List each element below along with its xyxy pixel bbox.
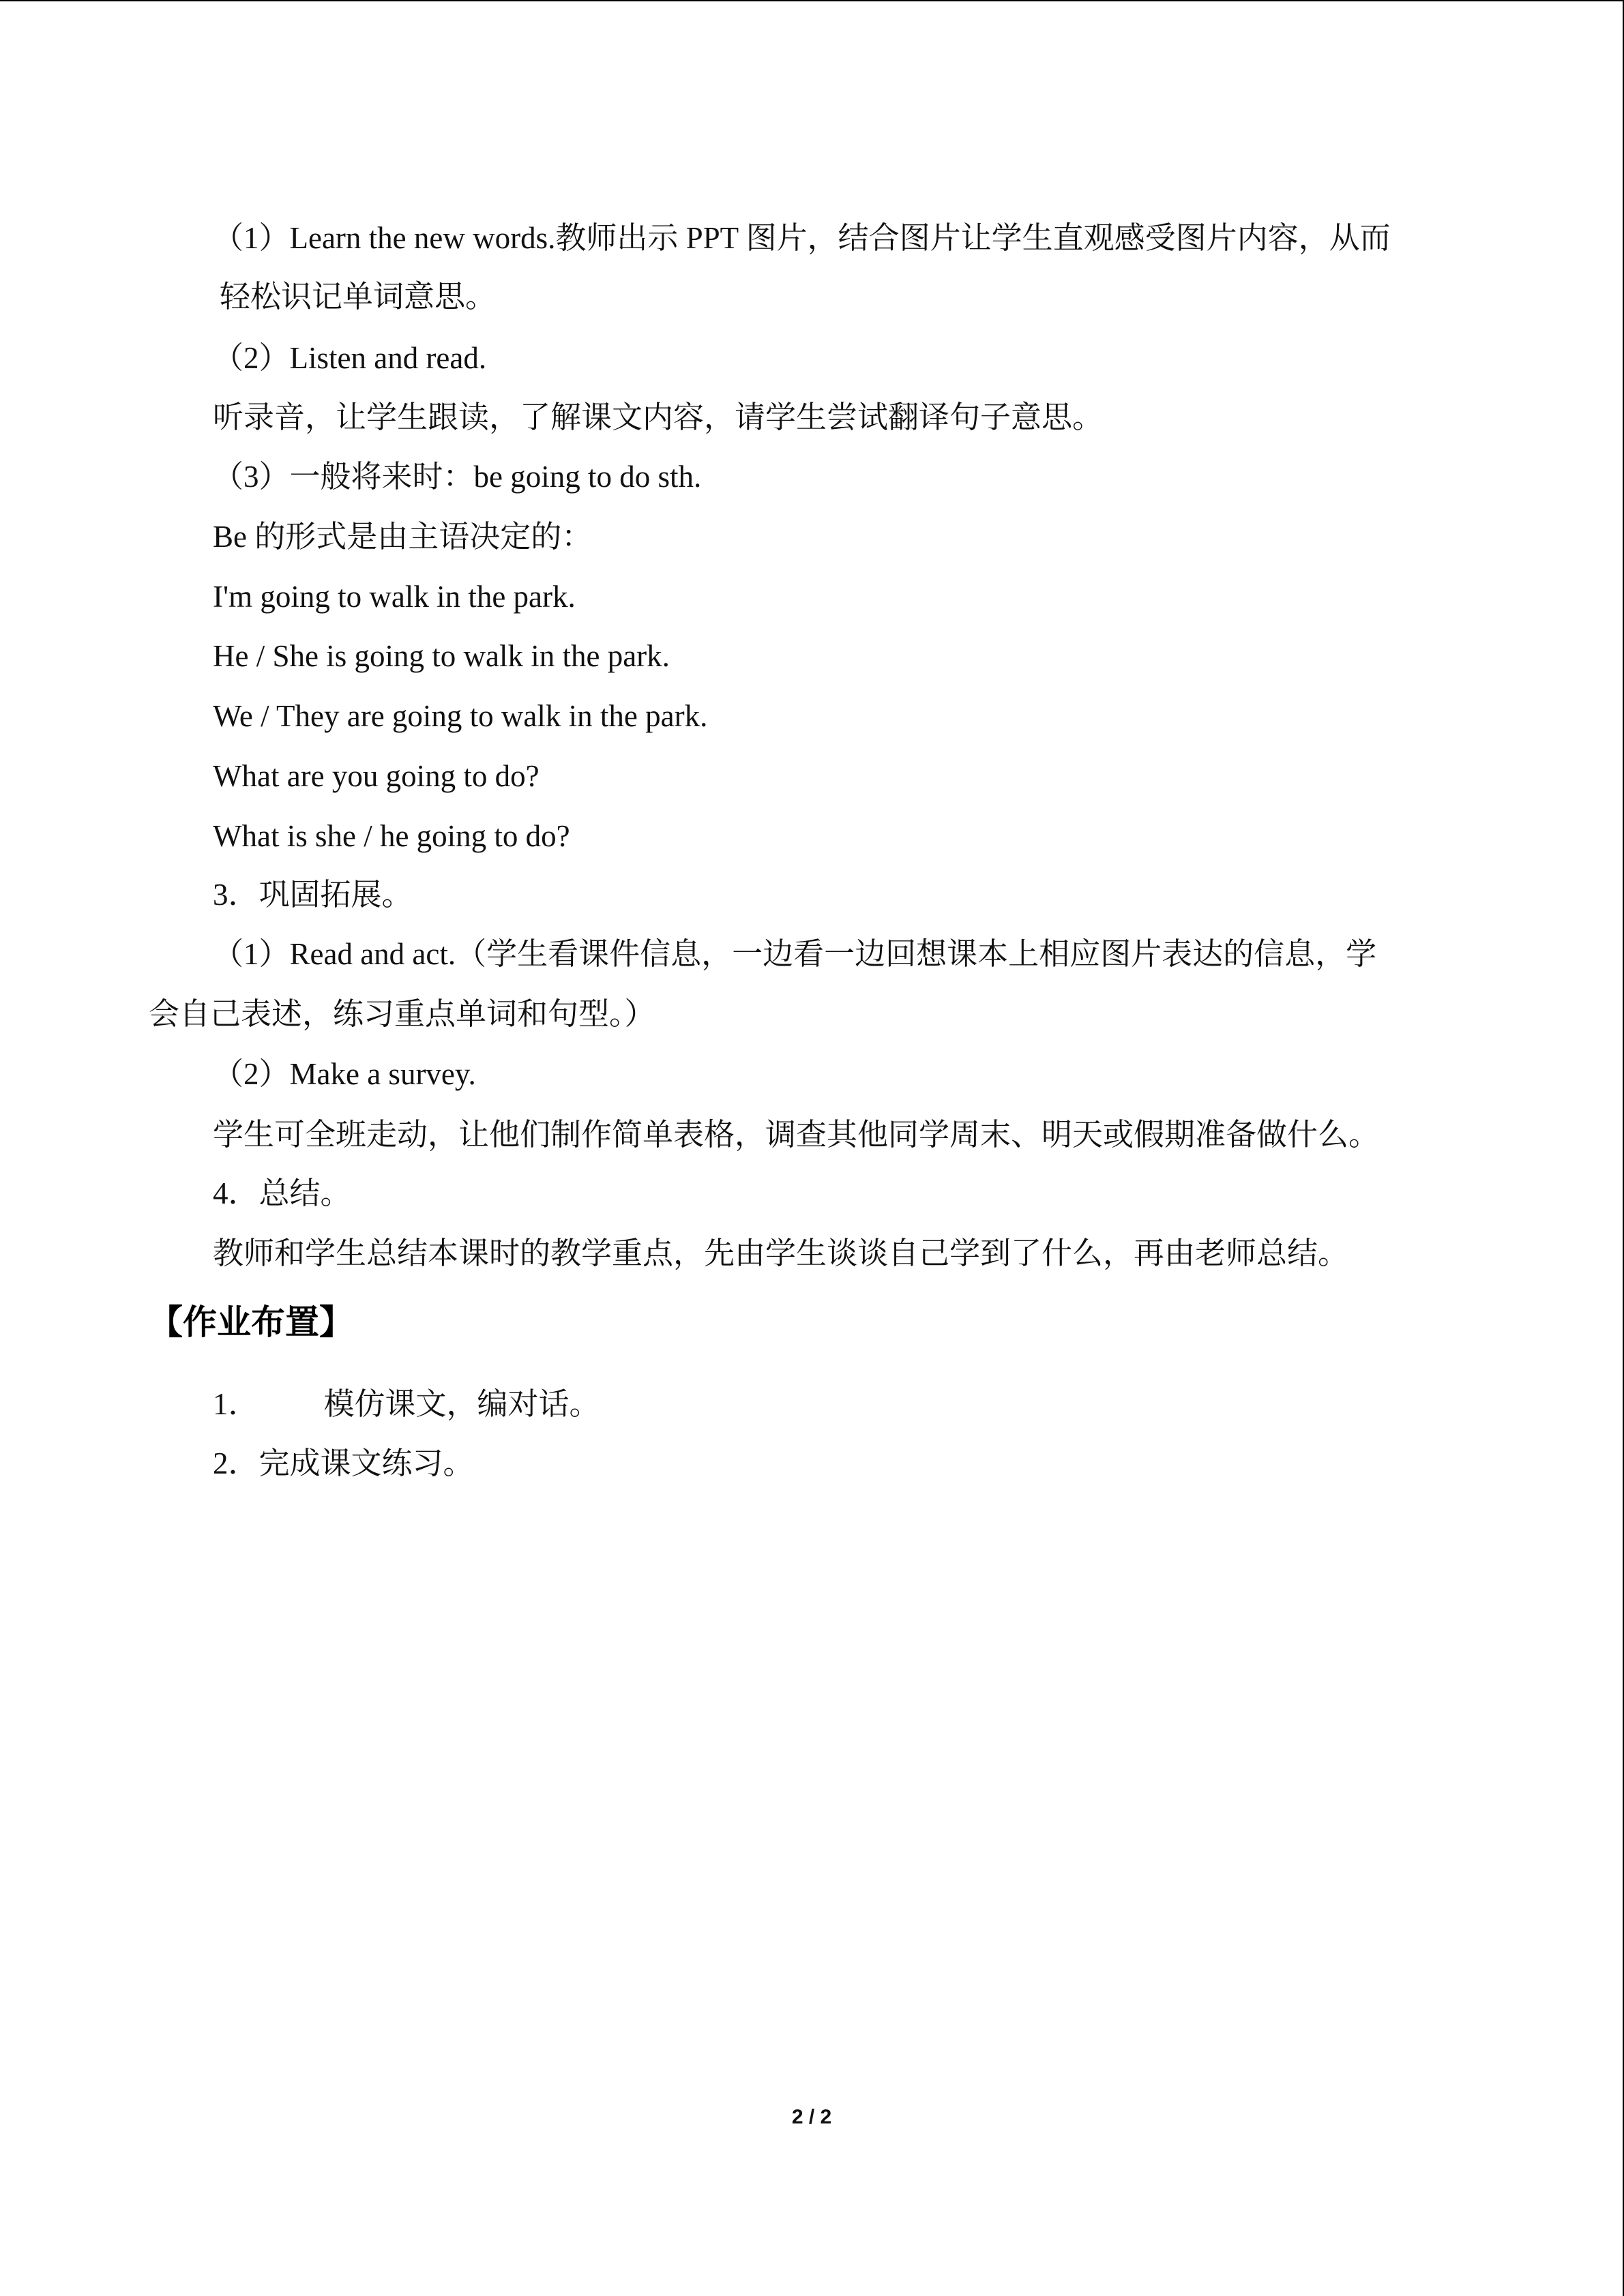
paragraph-line: 听录音，让学生跟读，了解课文内容，请学生尝试翻译句子意思。 <box>213 400 1104 434</box>
paragraph-line: 学生可全班走动，让他们制作简单表格，调查其他同学周末、明天或假期准备做什么。 <box>213 1118 1380 1152</box>
paragraph-line: What are you going to do? <box>213 759 540 793</box>
homework-item-number: 2． <box>213 1446 259 1480</box>
homework-item-number: 1． <box>213 1387 259 1421</box>
homework-heading: 【作业布置】 <box>149 1302 353 1342</box>
paragraph-line: 轻松识记单词意思。 <box>220 280 497 314</box>
paragraph-line: （2）Make a survey. <box>213 1057 476 1091</box>
page-number: 2 / 2 <box>791 2106 832 2128</box>
paragraph-line: I'm going to walk in the park. <box>213 580 576 614</box>
paragraph-line: （3）一般将来时：be going to do sth. <box>213 460 702 494</box>
homework-item <box>213 1443 474 1484</box>
paragraph-line: He / She is going to walk in the park. <box>213 639 670 673</box>
paragraph-line: We / They are going to walk in the park. <box>213 699 708 733</box>
paragraph-line: （1）Read and act.（学生看课件信息，一边看一边回想课本上相应图片表达的信息，学 <box>213 937 1377 971</box>
paragraph-line: 会自己表述，练习重点单词和句型。） <box>149 997 655 1031</box>
paragraph-line: （1）Learn the new words.教师出示 PPT 图片，结合图片让学生直观感受图片内容，从而 <box>213 221 1391 255</box>
homework-item-text: 完成课文练习。 <box>259 1446 474 1480</box>
paragraph-line: （2）Listen and read. <box>213 341 487 375</box>
paragraph-line: 教师和学生总结本课时的教学重点，先由学生谈谈自己学到了什么，再由老师总结。 <box>213 1236 1349 1270</box>
paragraph-line: What is she / he going to do? <box>213 819 570 853</box>
paragraph-line: Be 的形式是由主语决定的： <box>213 520 593 554</box>
homework-item-text: 模仿课文，编对话。 <box>323 1387 600 1421</box>
paragraph-line: 3．巩固拓展。 <box>213 878 413 912</box>
paragraph-line: 4．总结。 <box>213 1176 351 1210</box>
homework-item <box>213 1384 600 1425</box>
